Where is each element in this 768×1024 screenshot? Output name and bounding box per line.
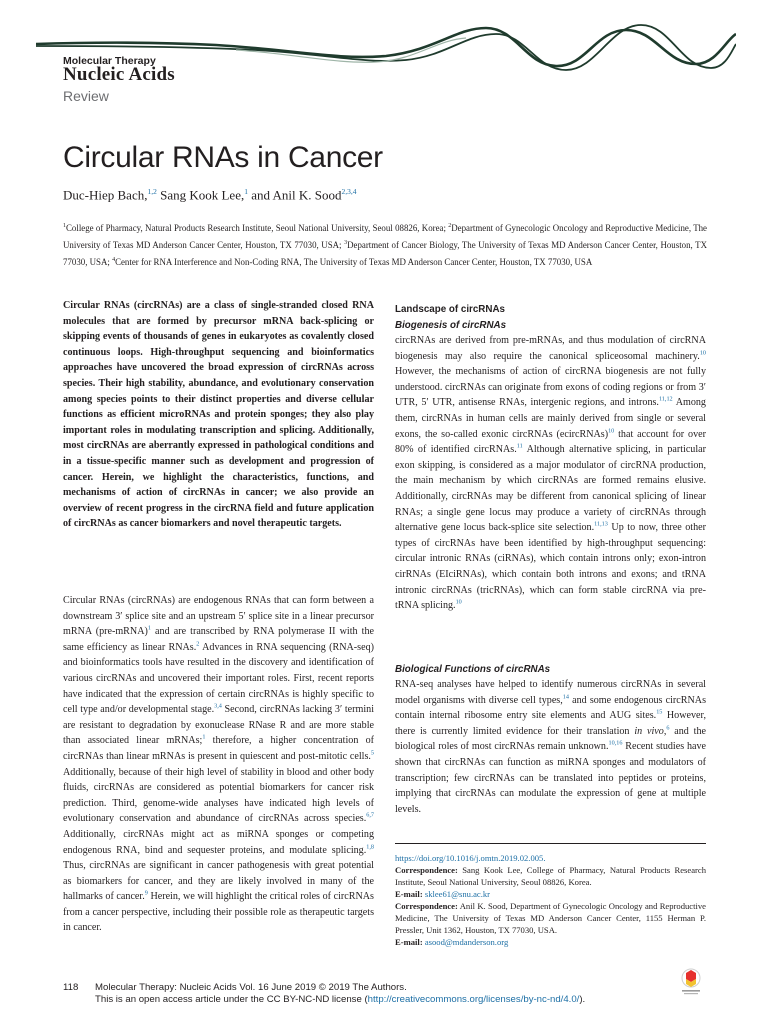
footer-citation: Molecular Therapy: Nucleic Acids Vol. 16 June 2019 © 2019 The Authors. [95, 982, 407, 993]
correspondence-label: Correspondence: [395, 865, 458, 875]
text-run: However, the mechanisms of action of circRNA biogenesis are not fully understood. circRNAs can originate from exons of coding regions or from 3′ UTR, 5′ UTR, antisense RNAs, intergenic regions, and introns. [395, 366, 706, 409]
journal-name-small: Molecular Therapy [63, 55, 156, 67]
reference-citation[interactable]: 15 [656, 708, 663, 716]
text-run: circRNAs are derived from pre-mRNAs, and thus modulation of circRNA biogenesis may also require the canonical spliceosomal machinery. [395, 335, 706, 362]
reference-citation[interactable]: 10 [699, 349, 706, 357]
text-run: that account for over 80% of identified circRNAs. [395, 428, 706, 456]
text-run: Additionally, circRNAs might act as miRNA sponges or competing endogenous RNA, bind and sequester proteins, and modulate splicing. [63, 828, 374, 856]
section-heading: Landscape of circRNAs [395, 304, 505, 315]
author-affiliation-marker: 2,3,4 [341, 187, 357, 196]
text-run: Advances in RNA sequencing (RNA-seq) and bioinformatics tools have resulted in the discovery and identification of various circRNAs and uncovered their important roles. First, recent reports have indicated that the expression of certain circRNAs is highly specific to cell type and/or developmental stage. [63, 641, 374, 716]
correspondence-text: Sang Kook Lee, College of Pharmacy, Natural Products Research Institute, Seoul National University, Seoul 08826, Korea. [395, 865, 706, 887]
text-run: and some endogenous circRNAs contain internal ribosome entry site elements and AUG sites. [395, 694, 706, 722]
text-run: Circular RNAs (circRNAs) are endogenous RNAs that can form between a downstream 3′ splice site and an upstream 5′ splice site in a linear precursor mRNA (pre-mRNA) [63, 595, 374, 638]
reference-citation[interactable]: 6 [666, 724, 670, 732]
text-run: Although alternative splicing, in particular exon skipping, is considered as a major modulator of circRNA production, the main mechanism by which circRNAs are formed remains elusive. Additionally, circRNAs may be different from canonical splicing of linear RNAs; a single gene locus may produce a variety of circRNAs through alternative gene locus back-splice site selection. [395, 444, 706, 534]
license-text: ). [579, 994, 586, 1005]
email-link[interactable]: sklee61@snu.ac.kr [424, 889, 491, 899]
reference-citation[interactable]: 10 [608, 427, 615, 435]
page-number: 118 [63, 982, 79, 993]
email-label: E-mail: [395, 937, 423, 947]
introduction [63, 593, 374, 936]
abstract [63, 298, 374, 532]
biogenesis-paragraph [395, 333, 706, 614]
functions-section [395, 677, 706, 817]
crossmark-icon[interactable] [680, 968, 702, 996]
text-run: Herein, we will highlight the critical roles of circRNAs from a cancer perspective, including their possible role as therapeutic targets in cancer. [63, 891, 374, 934]
reference-citation[interactable]: 11,12 [658, 396, 673, 404]
article-title: Circular RNAs in Cancer [63, 141, 383, 174]
author-affiliation-marker: 1 [244, 187, 248, 196]
affiliation: Center for RNA Interference and Non-Coding RNA, The University of Texas MD Anderson Cancer Center, Houston, TX 77030, USA [115, 256, 593, 267]
italic-text: in vivo [634, 725, 664, 737]
license-text: This is an open access article under the CC BY-NC-ND license ( [95, 994, 368, 1005]
reference-citation[interactable]: 6,7 [366, 811, 374, 819]
text-run: Thus, circRNAs are significant in cancer pathogenesis with great potential as biomarkers for cancer, and they are likely involved in many of the hallmarks of cancer. [63, 860, 374, 903]
reference-citation[interactable]: 1,8 [366, 843, 374, 851]
affiliation: College of Pharmacy, Natural Products Research Institute, Seoul National University, Seoul 08826, Korea; [66, 222, 449, 233]
text-run: and the biological roles of most circRNAs remain unknown. [395, 725, 707, 753]
footer-license [95, 994, 585, 1006]
reference-citation[interactable]: 11 [516, 442, 523, 450]
correspondence-block [395, 852, 706, 948]
subsection-heading: Biogenesis of circRNAs [395, 320, 507, 331]
affiliation-marker: 4 [112, 256, 116, 263]
intro-paragraph [63, 593, 374, 936]
author-affiliation-marker: 1,2 [147, 187, 157, 196]
affiliations [63, 219, 707, 270]
email-link[interactable]: asood@mdanderson.org [424, 937, 509, 947]
reference-citation[interactable]: 14 [562, 693, 569, 701]
text-run: However, there is currently limited evidence for their translation [395, 710, 706, 737]
affiliation: Department of Gynecologic Oncology and Reproductive Medicine, The University of Texas MD Anderson Cancer Center, Houston, TX 77030, USA; [63, 222, 707, 250]
reference-citation[interactable]: 10,16 [608, 740, 623, 748]
reference-citation[interactable]: 2 [196, 640, 200, 648]
reference-citation[interactable]: 9 [144, 889, 148, 897]
reference-citation[interactable]: 3,4 [214, 702, 222, 710]
text-run: and are transcribed by RNA polymerase II with the same efficiency as linear RNAs. [63, 626, 375, 653]
text-run: Additionally, because of their high level of stability in blood and other body fluids, circRNAs are considered as potential biomarkers for cancer risk prediction. Third, genome-wide analyses have indicated high levels of evolutionary conservation and abundance of circRNAs across species. [63, 766, 374, 825]
author-list [63, 187, 357, 203]
affiliation-marker: 2 [448, 223, 452, 229]
email-label: E-mail: [395, 889, 423, 899]
journal-name: Nucleic Acids [63, 64, 175, 85]
correspondence-text: Anil K. Sood, Department of Gynecologic Oncology and Reproductive Medicine, The University of Texas MD Anderson Cancer Center, 1155 Herman P. Pressler, Unit 1362, Houston, TX 77030, USA. [395, 901, 706, 935]
text-run: Recent studies have shown that circRNAs can function as miRNA sponges and modulators of transcription; few circRNAs can be translated into peptides or proteins, implying that circRNAs can modulate the expression of gene at multiple levels. [395, 741, 707, 815]
affiliation-marker: 1 [63, 223, 66, 229]
correspondence-label: Correspondence: [395, 901, 458, 911]
reference-citation[interactable]: 5 [370, 749, 374, 757]
reference-citation[interactable]: 1 [147, 624, 151, 632]
author-name: Duc-Hiep Bach, [63, 187, 148, 203]
divider [395, 843, 706, 844]
affiliation: Department of Cancer Biology, The University of Texas MD Anderson Cancer Center, Houston, TX 77030, USA; [63, 239, 707, 267]
license-link[interactable]: http://creativecommons.org/licenses/by-nc-nd/4.0/ [367, 994, 580, 1005]
abstract-text: Circular RNAs (circRNAs) are a class of single-stranded closed RNA molecules that are formed by precursor mRNA back-splicing or skipping events of thousands of genes in eukaryotes as covalently closed continuous loops. High-throughput sequencing and bioinformatics approaches have uncovered the broad expression of circRNAs across species. Their high stability, abundance, and evolutionary conservation among species points to their distinct properties and diverse cellular functions as efficient microRNAs and protein sponges; they also play important roles in modulating transcription and splicing. Additionally, most circRNAs are aberrantly expressed in pathological conditions and in a tissue-specific manner such as development and progression of cancer. Herein, we highlight the characteristics, functions, and mechanisms of action of circRNAs in cancer; we also provide an overview of recent progress in the circRNA field and future application of circRNAs as cancer biomarkers and novel therapeutic targets. [63, 300, 374, 530]
text-run: RNA-seq analyses have helped to identify numerous circRNAs in several model organisms with diverse cell types, [395, 679, 706, 706]
author-name: and Anil K. Sood [251, 187, 342, 203]
author-name: Sang Kook Lee, [160, 187, 245, 203]
text-run: therefore, a higher concentration of circRNAs than linear mRNAs is present in quiescent and post-mitotic cells. [63, 735, 374, 762]
reference-citation[interactable]: 1 [202, 733, 206, 741]
article-type: Review [63, 88, 109, 104]
subsection-heading: Biological Functions of circRNAs [395, 664, 551, 675]
text-run: Among them, circRNAs in human cells are mainly derived from single or several exons, the so-called exonic circRNAs (ecircRNAs) [395, 397, 706, 440]
text-run: Up to now, three other types of circRNAs have been identified by high-throughput sequencing: circular intronic RNAs (ciRNAs), which contain introns only; exon-intron cirRNAs (EIciRNAs), which contain both introns and exons; and tRNA intronic circRNAs (tricRNAs), which can form stable circRNA via pre-tRNA splicing. [395, 522, 706, 612]
reference-citation[interactable]: 11,13 [594, 520, 608, 528]
affiliation-marker: 3 [344, 239, 348, 246]
text-run: Second, circRNAs lacking 3′ termini are resistant to degradation by exonuclease RNase R and are more stable than associated linear mRNAs; [63, 704, 374, 747]
functions-paragraph [395, 677, 706, 817]
text-run: , [663, 725, 667, 737]
doi-link[interactable]: https://doi.org/10.1016/j.omtn.2019.02.005. [395, 853, 546, 863]
reference-citation[interactable]: 10 [455, 598, 462, 606]
biogenesis-section [395, 333, 706, 614]
